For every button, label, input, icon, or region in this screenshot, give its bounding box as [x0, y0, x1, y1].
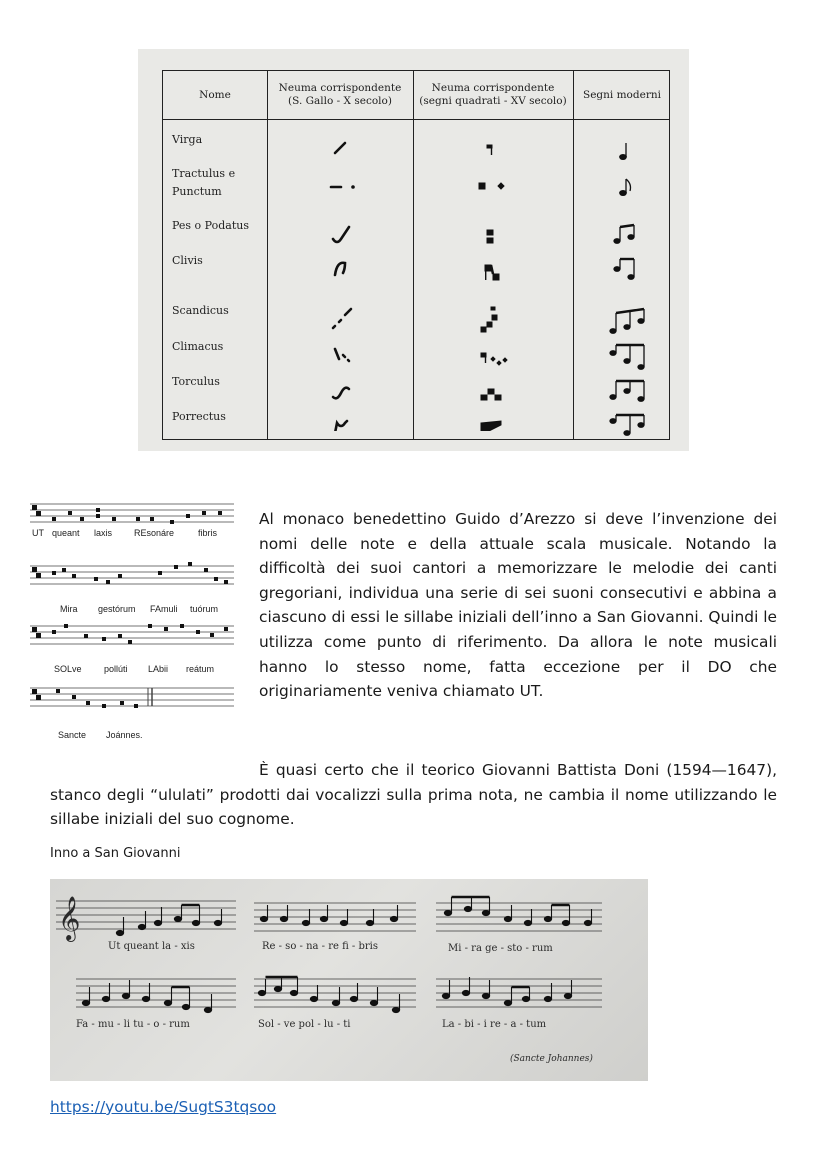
- header-modern: Segni moderni: [583, 88, 661, 101]
- punctum-square: [479, 183, 485, 189]
- hymn-lyrics: Fa - mu - li tu - o - rum: [76, 1019, 190, 1030]
- hymn-credit: (Sancte Johannes): [510, 1054, 593, 1064]
- scandicus-1: [481, 327, 486, 332]
- pes-upper: [487, 238, 493, 243]
- row-name-tractulus: Tractulus e Punctum: [172, 167, 236, 198]
- youtube-link[interactable]: https://youtu.be/SugtS3tqsoo: [50, 1098, 277, 1116]
- neume-table-image: [138, 49, 689, 451]
- row-name-virga: Virga: [172, 133, 203, 146]
- guido-staff-image: [28, 498, 236, 744]
- eighth-note: [620, 191, 626, 196]
- row-name-torculus: Torculus: [172, 375, 220, 388]
- rhombus-square: [498, 183, 504, 189]
- hymn-lyrics: Re - so - na - re fi - bris: [262, 941, 379, 952]
- virga-neume: [335, 143, 345, 153]
- staff-syllable: LAbii: [148, 664, 169, 674]
- hymn-caption: Inno a San Giovanni: [50, 846, 181, 861]
- quarter-note: [620, 155, 626, 160]
- table-divider: [573, 71, 574, 439]
- staff-syllable: FAmuli: [150, 604, 178, 614]
- row-name-clivis: Clivis: [172, 254, 203, 267]
- clivis-notes: [614, 267, 620, 271]
- staff-syllable: tuórum: [190, 604, 219, 614]
- header-sgallo: Neuma corrispondente (S. Gallo - X secolo): [278, 82, 402, 107]
- torculus-neume: [333, 388, 349, 399]
- climacus-notes: [610, 351, 616, 355]
- table-divider: [267, 71, 268, 439]
- staff-syllable: laxis: [94, 528, 113, 538]
- hymn-lyrics: Ut queant la - xis: [108, 941, 195, 952]
- row-name-climacus: Climacus: [172, 340, 224, 353]
- hymn-score-image: [50, 879, 648, 1081]
- staff-syllable: fibris: [198, 528, 218, 538]
- table-header-divider: [163, 119, 669, 120]
- torculus-1: [481, 395, 487, 400]
- staff-syllable: Sancte: [58, 730, 87, 740]
- paragraph-guido: Al monaco benedettino Guido d’Arezzo si deve l’invenzione dei nomi delle note e della attuale scala musicale. Notando la difficoltà dei suoi cantori a memorizzare le melodie dei canti gregoriani, individua una serie di sei suoni consecutivi e abbina a ciascuno di essi le sillabe iniziali dell’inno a San Giovanni. Quindi le utilizza come punto di riferimento. Da allora le note musicali hanno lo stesso nome, fatta eccezione per il DO che originariamente veniva chiamato UT.: [259, 510, 777, 701]
- staff-syllable: UT: [32, 528, 44, 538]
- treble-clef-icon: 𝄞: [58, 896, 81, 940]
- punctum-neume: [351, 185, 355, 189]
- square-neume-column: [475, 131, 515, 431]
- torculus-notes: [610, 395, 616, 399]
- clivis-neume: [335, 263, 345, 275]
- staff-syllable: SOLve: [54, 664, 82, 674]
- table-divider: [413, 71, 414, 439]
- porrectus-square: [481, 421, 501, 431]
- paragraph-doni: È quasi certo che il teorico Giovanni Battista Doni (1594—1647), stanco degli “ululati” prodotti dai vocalizzi sulla prima nota, ne cambia il nome utilizzando le sillabe iniziali del suo cognome.: [50, 761, 777, 829]
- pes-neume: [333, 227, 349, 242]
- row-name-porrectus: Porrectus: [172, 410, 226, 423]
- clivis-lower: [493, 274, 499, 280]
- staff-syllable: queant: [52, 528, 80, 538]
- scandicus-neume: [333, 309, 351, 328]
- header-square: Neuma corrispondente (segni quadrati - XV secolo): [419, 82, 567, 107]
- hymn-lyrics: La - bi - i re - a - tum: [442, 1019, 547, 1030]
- scandicus-notes: [610, 329, 616, 333]
- pes-notes: [614, 239, 620, 243]
- row-name-scandicus: Scandicus: [172, 304, 229, 317]
- header-name: Nome: [199, 88, 231, 101]
- neume-table: [162, 70, 670, 440]
- row-name-pes: Pes o Podatus: [172, 219, 250, 232]
- climacus-neume: [335, 349, 349, 361]
- staff-syllable: gestórum: [98, 604, 136, 614]
- staff-syllable: reátum: [186, 664, 215, 674]
- pes-lower: [487, 230, 493, 235]
- porrectus-neume: [335, 421, 347, 431]
- staff-syllable: pollúti: [104, 664, 128, 674]
- hymn-lyrics: Sol - ve pol - lu - ti: [258, 1019, 351, 1030]
- sgallo-neume-column: [323, 131, 363, 431]
- modern-notes-column: [609, 131, 659, 441]
- hymn-lyrics: Mi - ra ge - sto - rum: [448, 943, 553, 954]
- staff-syllable: Mira: [60, 604, 78, 614]
- porrectus-notes: [610, 419, 616, 423]
- staff-syllable: Joánnes.: [106, 730, 143, 740]
- staff-syllable: REsonáre: [134, 528, 175, 538]
